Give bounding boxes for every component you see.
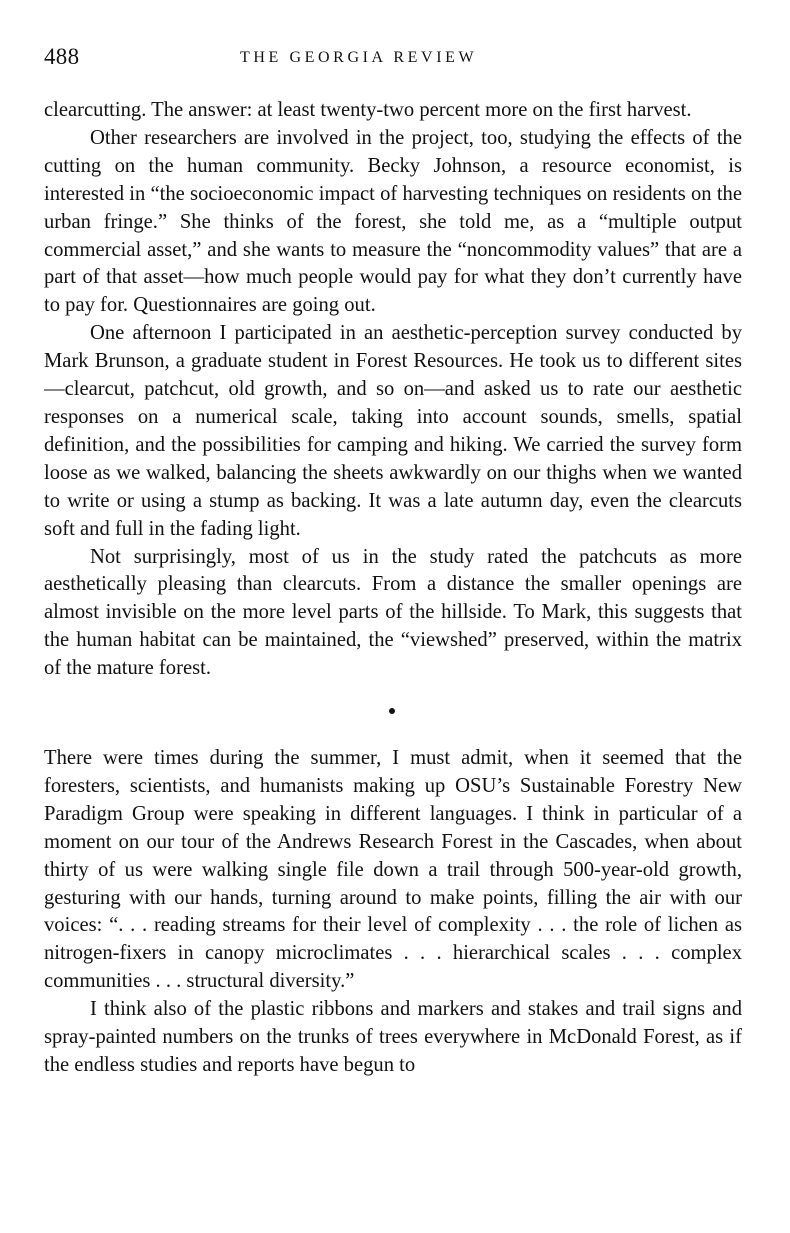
- paragraph: There were times during the summer, I must admit, when it seemed that the foresters, scientists, and humanists making up OSU’s Sustainable Forestry New Paradigm Group were speaking in different languages. I think in particular of a moment on our tour of the Andrews Research Forest in the Cascades, when about thirty of us were walking single file down a trail through 500-year-old growth, gesturing with our hands, turning around to make points, filling the air with our voices: “. . . reading streams for their level of complexity . . . the role of lichen as nitrogen-fixers in canopy microclimates . . . hierarchical scales . . . complex communities . . . structural diversity.”: [44, 747, 742, 993]
- paragraph: Other researchers are involved in the project, too, studying the effects of the cutting on the human community. Becky Johnson, a resource economist, is interested in “the socioeconomic impact of harvesting techniques on residents on the urban fringe.” She thinks of the forest, she told me, as a “multiple output commercial asset,” and she wants to measure the “noncommodity values” that are a part of that asset—how much people would pay for what they don’t currently have to pay for. Questionnaires are going out.: [44, 126, 742, 317]
- body-text: [44, 97, 742, 1080]
- paragraph: Not surprisingly, most of us in the study rated the patchcuts as more aesthetically pleasing than clearcuts. From a distance the smaller openings are almost invisible on the more level parts of the hillside. To Mark, this suggests that the human habitat can be maintained, the “viewshed” preserved, within the matrix of the mature forest.: [44, 545, 742, 680]
- page-number: 488: [44, 44, 80, 69]
- paragraph: clearcutting. The answer: at least twenty-two percent more on the first harvest.: [44, 99, 692, 121]
- section-break-bullet-icon: [389, 708, 395, 714]
- paragraph: I think also of the plastic ribbons and markers and stakes and trail signs and spray-painted numbers on the trunks of trees everywhere in McDonald Forest, as if the endless studies and reports have begun to: [44, 998, 742, 1076]
- page-header: [44, 44, 744, 74]
- running-head: THE GEORGIA REVIEW: [240, 49, 478, 66]
- paragraph: One afternoon I participated in an aesthetic-perception survey conducted by Mark Brunson, a graduate student in Forest Resources. He took us to different sites—clearcut, patchcut, old growth, and so on—and asked us to rate our aesthetic responses on a numerical scale, taking into account sounds, smells, spatial definition, and the possibilities for camping and hiking. We carried the survey form loose as we walked, balancing the sheets awkwardly on our thighs when we wanted to write or using a stump as backing. It was a late autumn day, even the clearcuts soft and full in the fading light.: [44, 322, 742, 540]
- section-break: [44, 683, 742, 745]
